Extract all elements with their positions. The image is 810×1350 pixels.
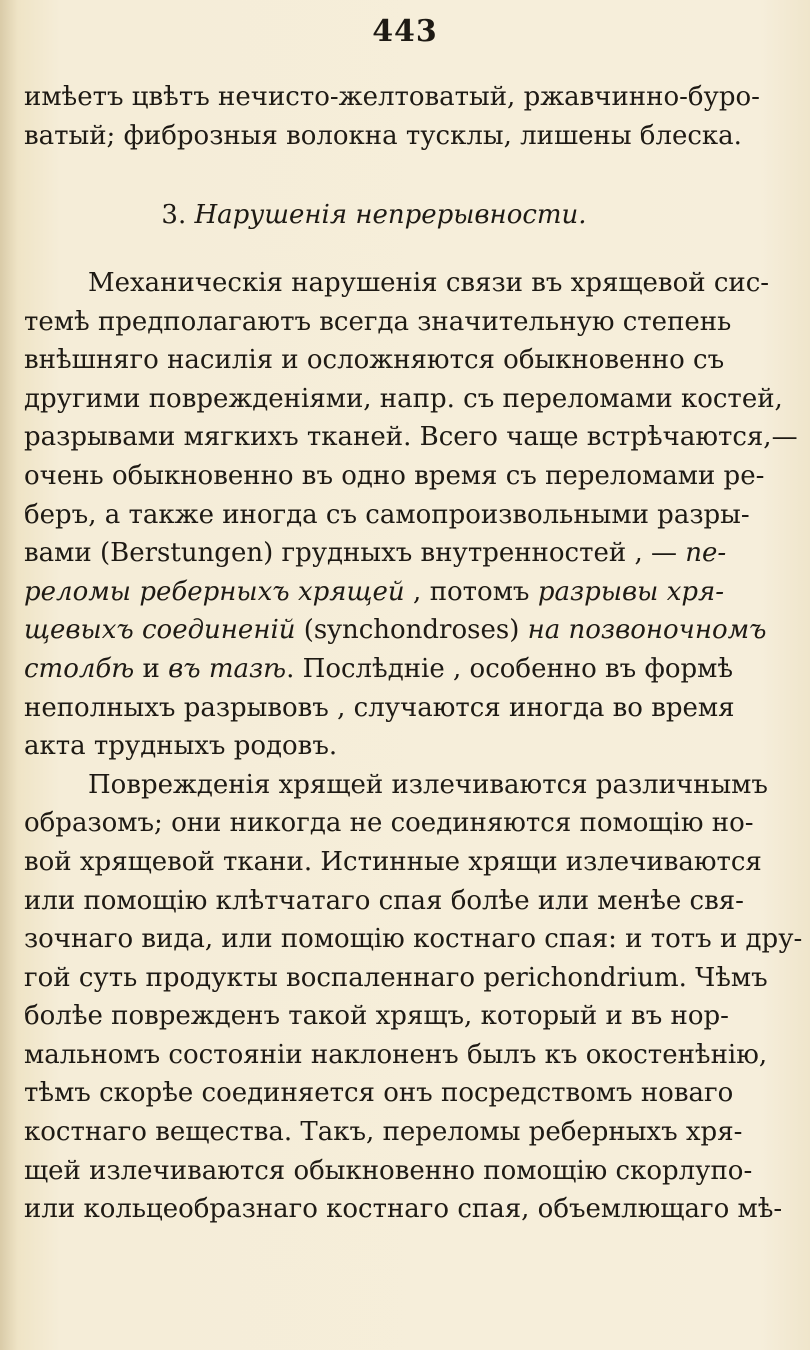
text-line: или помощію клѣтчатаго спая болѣе или менѣе свя- — [24, 885, 744, 916]
text-line: Поврежденія хрящей излечиваются различнымъ — [88, 769, 768, 800]
text-run: вами (Berstungen) грудныхъ внутренностей , — — [24, 538, 686, 569]
text-line: мальномъ состояніи наклоненъ былъ къ окостенѣнію, — [24, 1039, 768, 1070]
text-run: (synchondroses) — [295, 615, 528, 646]
text-line: костнаго вещества. Такъ, переломы реберныхъ хря- — [24, 1117, 743, 1148]
main-text — [24, 264, 803, 1229]
italic-run: въ тазѣ — [168, 653, 287, 684]
text-line: имѣетъ цвѣтъ нечисто-желтоватый, ржавчинно-буро- — [24, 82, 760, 112]
text-line: темѣ предполагаютъ всегда значительную степень — [24, 306, 732, 337]
text-line: акта трудныхъ родовъ. — [24, 731, 338, 762]
text-line: неполныхъ разрывовъ , случаются иногда во время — [24, 692, 735, 723]
text-run: , потомъ — [404, 576, 538, 607]
italic-run: щевыхъ соединеній — [24, 615, 296, 646]
text-line: очень обыкновенно въ одно время съ переломами ре- — [24, 460, 765, 491]
text-line: разрывами мягкихъ тканей. Всего чаще встрѣчаются,— — [24, 422, 798, 453]
text-line: гой суть продукты воспаленнаго perichondrium. Чѣмъ — [24, 962, 768, 993]
text-line — [24, 650, 734, 689]
text-line: Механическія нарушенія связи въ хрящевой сис- — [88, 268, 770, 298]
text-run: и — [134, 653, 169, 684]
section-title: Нарушенія непрерывности. — [194, 200, 587, 230]
italic-run: столбѣ — [24, 653, 135, 684]
intro-paragraph — [24, 78, 760, 155]
text-line — [24, 534, 727, 573]
page-number: 443 — [372, 14, 438, 49]
text-run: . Послѣдніе , особенно въ формѣ — [286, 653, 734, 684]
text-line: вой хрящевой ткани. Истинные хрящи излечиваются — [24, 846, 762, 877]
text-line: болѣе поврежденъ такой хрящъ, который и въ нор- — [24, 1001, 729, 1032]
text-line: или кольцеобразнаго костнаго спая, объемлющаго мѣ- — [24, 1194, 783, 1225]
italic-run: пе- — [685, 538, 727, 569]
text-line: беръ, а также иногда съ самопроизвольными разры- — [24, 499, 750, 530]
italic-run: реломы реберныхъ хрящей — [24, 576, 405, 607]
section-number: 3. — [161, 200, 187, 230]
text-line — [24, 573, 724, 612]
text-line: щей излечиваются обыкновенно помощію скорлупо- — [24, 1155, 753, 1186]
text-line: внѣшняго насилія и осложняются обыкновенно съ — [24, 345, 725, 376]
text-line: ватый; фиброзныя волокна тусклы, лишены блеска. — [24, 120, 742, 151]
text-line: зочнаго вида, или помощію костнаго спая: и тотъ и дру- — [24, 924, 803, 955]
italic-run: разрывы хря- — [537, 576, 725, 607]
text-line: образомъ; они никогда не соединяются помощію но- — [24, 808, 754, 839]
italic-run: на позвоночномъ — [527, 615, 767, 646]
text-line: другими поврежденіями, напр. съ переломами костей, — [24, 383, 783, 414]
section-heading — [24, 195, 724, 235]
text-line — [24, 611, 767, 650]
text-line: тѣмъ скорѣе соединяется онъ посредствомъ новаго — [24, 1078, 734, 1109]
